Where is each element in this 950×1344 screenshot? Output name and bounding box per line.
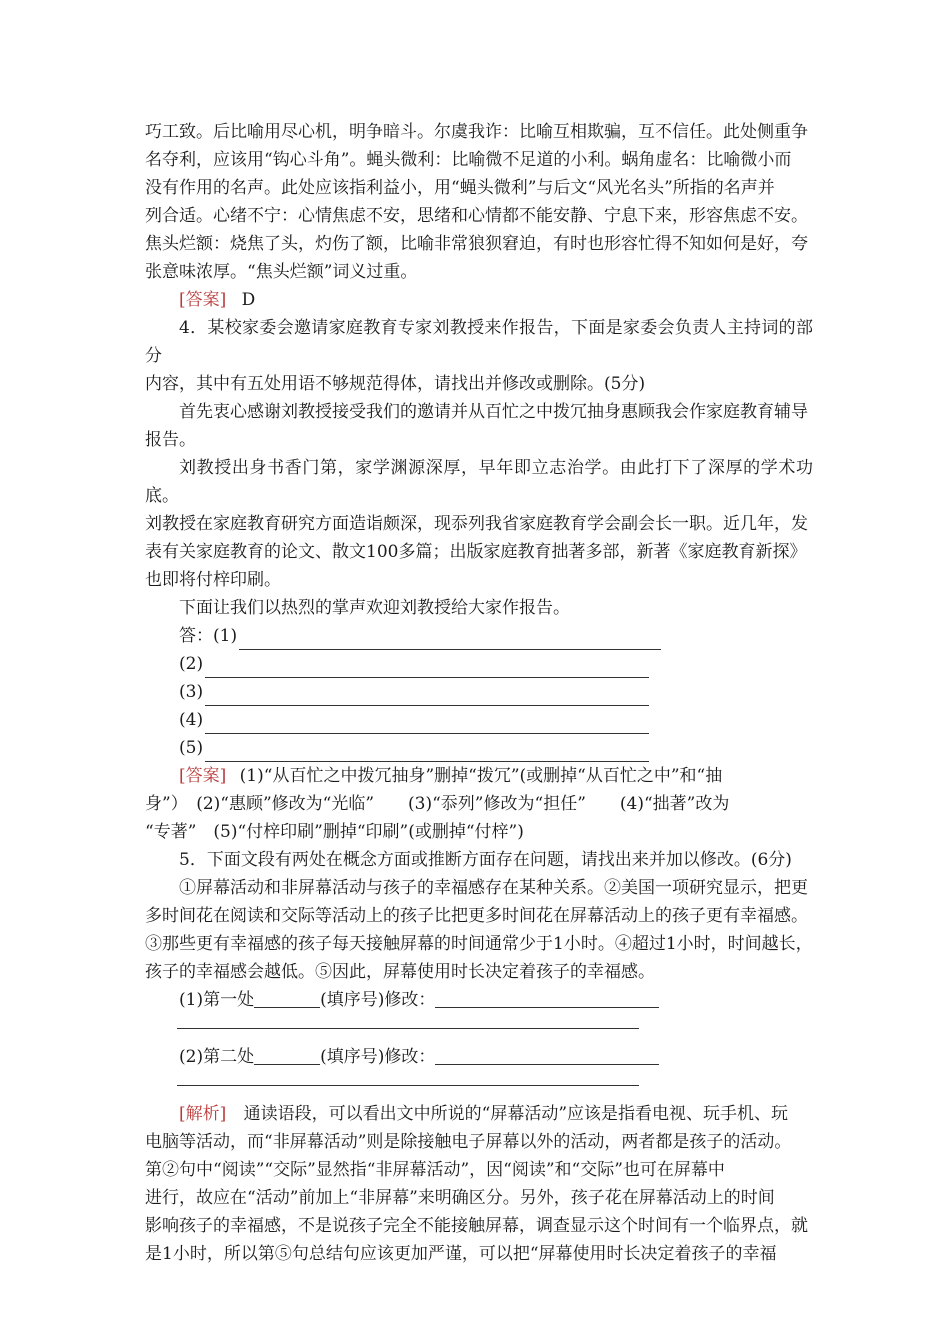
answer-blank-5: [145, 734, 813, 762]
fill-label: (2)第二处: [179, 1047, 255, 1067]
q4-para2-line: 表有关家庭教育的论文、散文100多篇；出版家庭教育拙著多部，新著《家庭教育新探》: [145, 542, 807, 562]
blank-label: (4): [179, 710, 204, 730]
analysis-text: 通读语段，可以看出文中所说的“屏幕活动”应该是指看电视、玩手机、玩: [243, 1104, 789, 1124]
answer-tag: [答案]: [179, 290, 227, 310]
q4-answer-line: 身”） (2)“惠顾”修改为“光临” (3)“忝列”修改为“担任” (4)“拙著”改为: [145, 794, 730, 814]
q4-para1-line: 首先衷心感谢刘教授接受我们的邀请并从百忙之中拨冗抽身惠顾我会作家庭教育辅导: [179, 402, 808, 422]
revision-input[interactable]: [435, 989, 659, 1008]
answer-blank-4: [145, 706, 813, 734]
answer-input-line[interactable]: [205, 713, 649, 734]
intro-line: 名夺利，应该用“钩心斗角”。蝇头微利：比喻微不足道的小利。蜗角虚名：比喻微小而: [145, 150, 792, 170]
answer-prefix: 答：: [179, 626, 213, 646]
q4-para2-line: 也即将付梓印刷。: [145, 570, 281, 590]
answer-blank-1: [145, 622, 813, 650]
intro-line: 没有作用的名声。此处应该指利益小，用“蝇头微利”与后文“风光名头”所指的名声并: [145, 178, 775, 198]
q5-stem: 5．下面文段有两处在概念方面或推断方面存在问题，请找出来并加以修改。(6分): [179, 850, 792, 870]
intro-line: 张意味浓厚。“焦头烂额”词义过重。: [145, 262, 418, 282]
analysis-tag: [解析]: [179, 1104, 227, 1124]
blank-label: (3): [179, 682, 204, 702]
q5-passage-line: 多时间花在阅读和交际等活动上的孩子比把更多时间花在屏幕活动上的孩子更有幸福感。: [145, 906, 808, 926]
q5-passage-line: ③那些更有幸福感的孩子每天接触屏幕的时间通常少于1小时。④超过1小时，时间越长，: [145, 934, 813, 954]
intro-line: 焦头烂额：烧焦了头，灼伤了额，比喻非常狼狈窘迫，有时也形容忙得不知如何是好，夸: [145, 234, 808, 254]
answer-tag: [答案]: [179, 766, 227, 786]
q5-passage-line: ①屏幕活动和非屏幕活动与孩子的幸福感存在某种关系。②美国一项研究显示，把更: [179, 878, 808, 898]
q5-analysis-line: 进行，故应在“活动”前加上“非屏幕”来明确区分。另外，孩子花在屏幕活动上的时间: [145, 1188, 775, 1208]
q4-answer-line: [145, 762, 813, 790]
q5-analysis-line: 电脑等活动，而“非屏幕活动”则是除接触电子屏幕以外的活动，两者都是孩子的活动。: [145, 1132, 792, 1152]
q4-answer-text: (1)“从百忙之中拨冗抽身”删掉“拨冗”(或删掉“从百忙之中”和“抽: [239, 766, 723, 786]
q5-fill-1: [145, 986, 813, 1014]
answer-input-line[interactable]: [205, 741, 649, 762]
answer-input-line[interactable]: [239, 629, 661, 650]
answer-blank-2: [145, 650, 813, 678]
q5-analysis-line: 是1小时，所以第⑤句总结句应该更加严谨，可以把“屏幕使用时长决定着孩子的幸福: [145, 1244, 777, 1264]
q4-para2-line: 刘教授出身书香门第，家学渊源深厚，早年即立志治学。由此打下了深厚的学术功底。: [145, 458, 813, 506]
intro-line: 列合适。心绪不宁：心情焦虑不安，思绪和心情都不能安静、宁息下来，形容焦虑不安。: [145, 206, 808, 226]
intro-line: 巧工致。后比喻用尽心机，明争暗斗。尔虞我诈：比喻互相欺骗，互不信任。此处侧重争: [145, 122, 808, 142]
blank-label: (5): [179, 738, 204, 758]
revision-input-line[interactable]: [177, 1071, 639, 1086]
revision-input-line[interactable]: [177, 1014, 639, 1029]
answer-input-line[interactable]: [205, 685, 649, 706]
answer-1: [145, 286, 813, 314]
sentence-number-input[interactable]: [254, 1046, 320, 1065]
q4-answer-line: “专著” (5)“付梓印刷”删掉“印刷”(或删掉“付梓”): [145, 822, 524, 842]
blank-label: (1): [213, 626, 238, 646]
answer-blank-3: [145, 678, 813, 706]
answer-text: D: [241, 290, 256, 310]
q4-stem-line: 内容，其中有五处用语不够规范得体，请找出并修改或删除。(5分): [145, 374, 646, 394]
answer-input-line[interactable]: [205, 657, 649, 678]
fill-label: (填序号)修改：: [320, 1047, 436, 1067]
q4-para2-line: 刘教授在家庭教育研究方面造诣颇深，现忝列我省家庭教育学会副会长一职。近几年，发: [145, 514, 808, 534]
q4-para1-line: 报告。: [145, 430, 196, 450]
fill-label: (填序号)修改：: [320, 990, 436, 1010]
q5-analysis-line: [145, 1100, 813, 1128]
revision-input[interactable]: [435, 1046, 659, 1065]
fill-label: (1)第一处: [179, 990, 255, 1010]
sentence-number-input[interactable]: [254, 989, 320, 1008]
q4-stem-line: 4．某校家委会邀请家庭教育专家刘教授来作报告，下面是家委会负责人主持词的部分: [145, 318, 813, 366]
q5-analysis-line: 影响孩子的幸福感，不是说孩子完全不能接触屏幕，调查显示这个时间有一个临界点，就: [145, 1216, 808, 1236]
q5-analysis-line: 第②句中“阅读”“交际”显然指“非屏幕活动”，因“阅读”和“交际”也可在屏幕中: [145, 1160, 725, 1180]
q5-passage-line: 孩子的幸福感会越低。⑤因此，屏幕使用时长决定着孩子的幸福感。: [145, 962, 655, 982]
q4-para3: 下面让我们以热烈的掌声欢迎刘教授给大家作报告。: [179, 598, 570, 618]
blank-label: (2): [179, 654, 204, 674]
page-content: [145, 118, 813, 1268]
q5-fill-2: [145, 1043, 813, 1071]
